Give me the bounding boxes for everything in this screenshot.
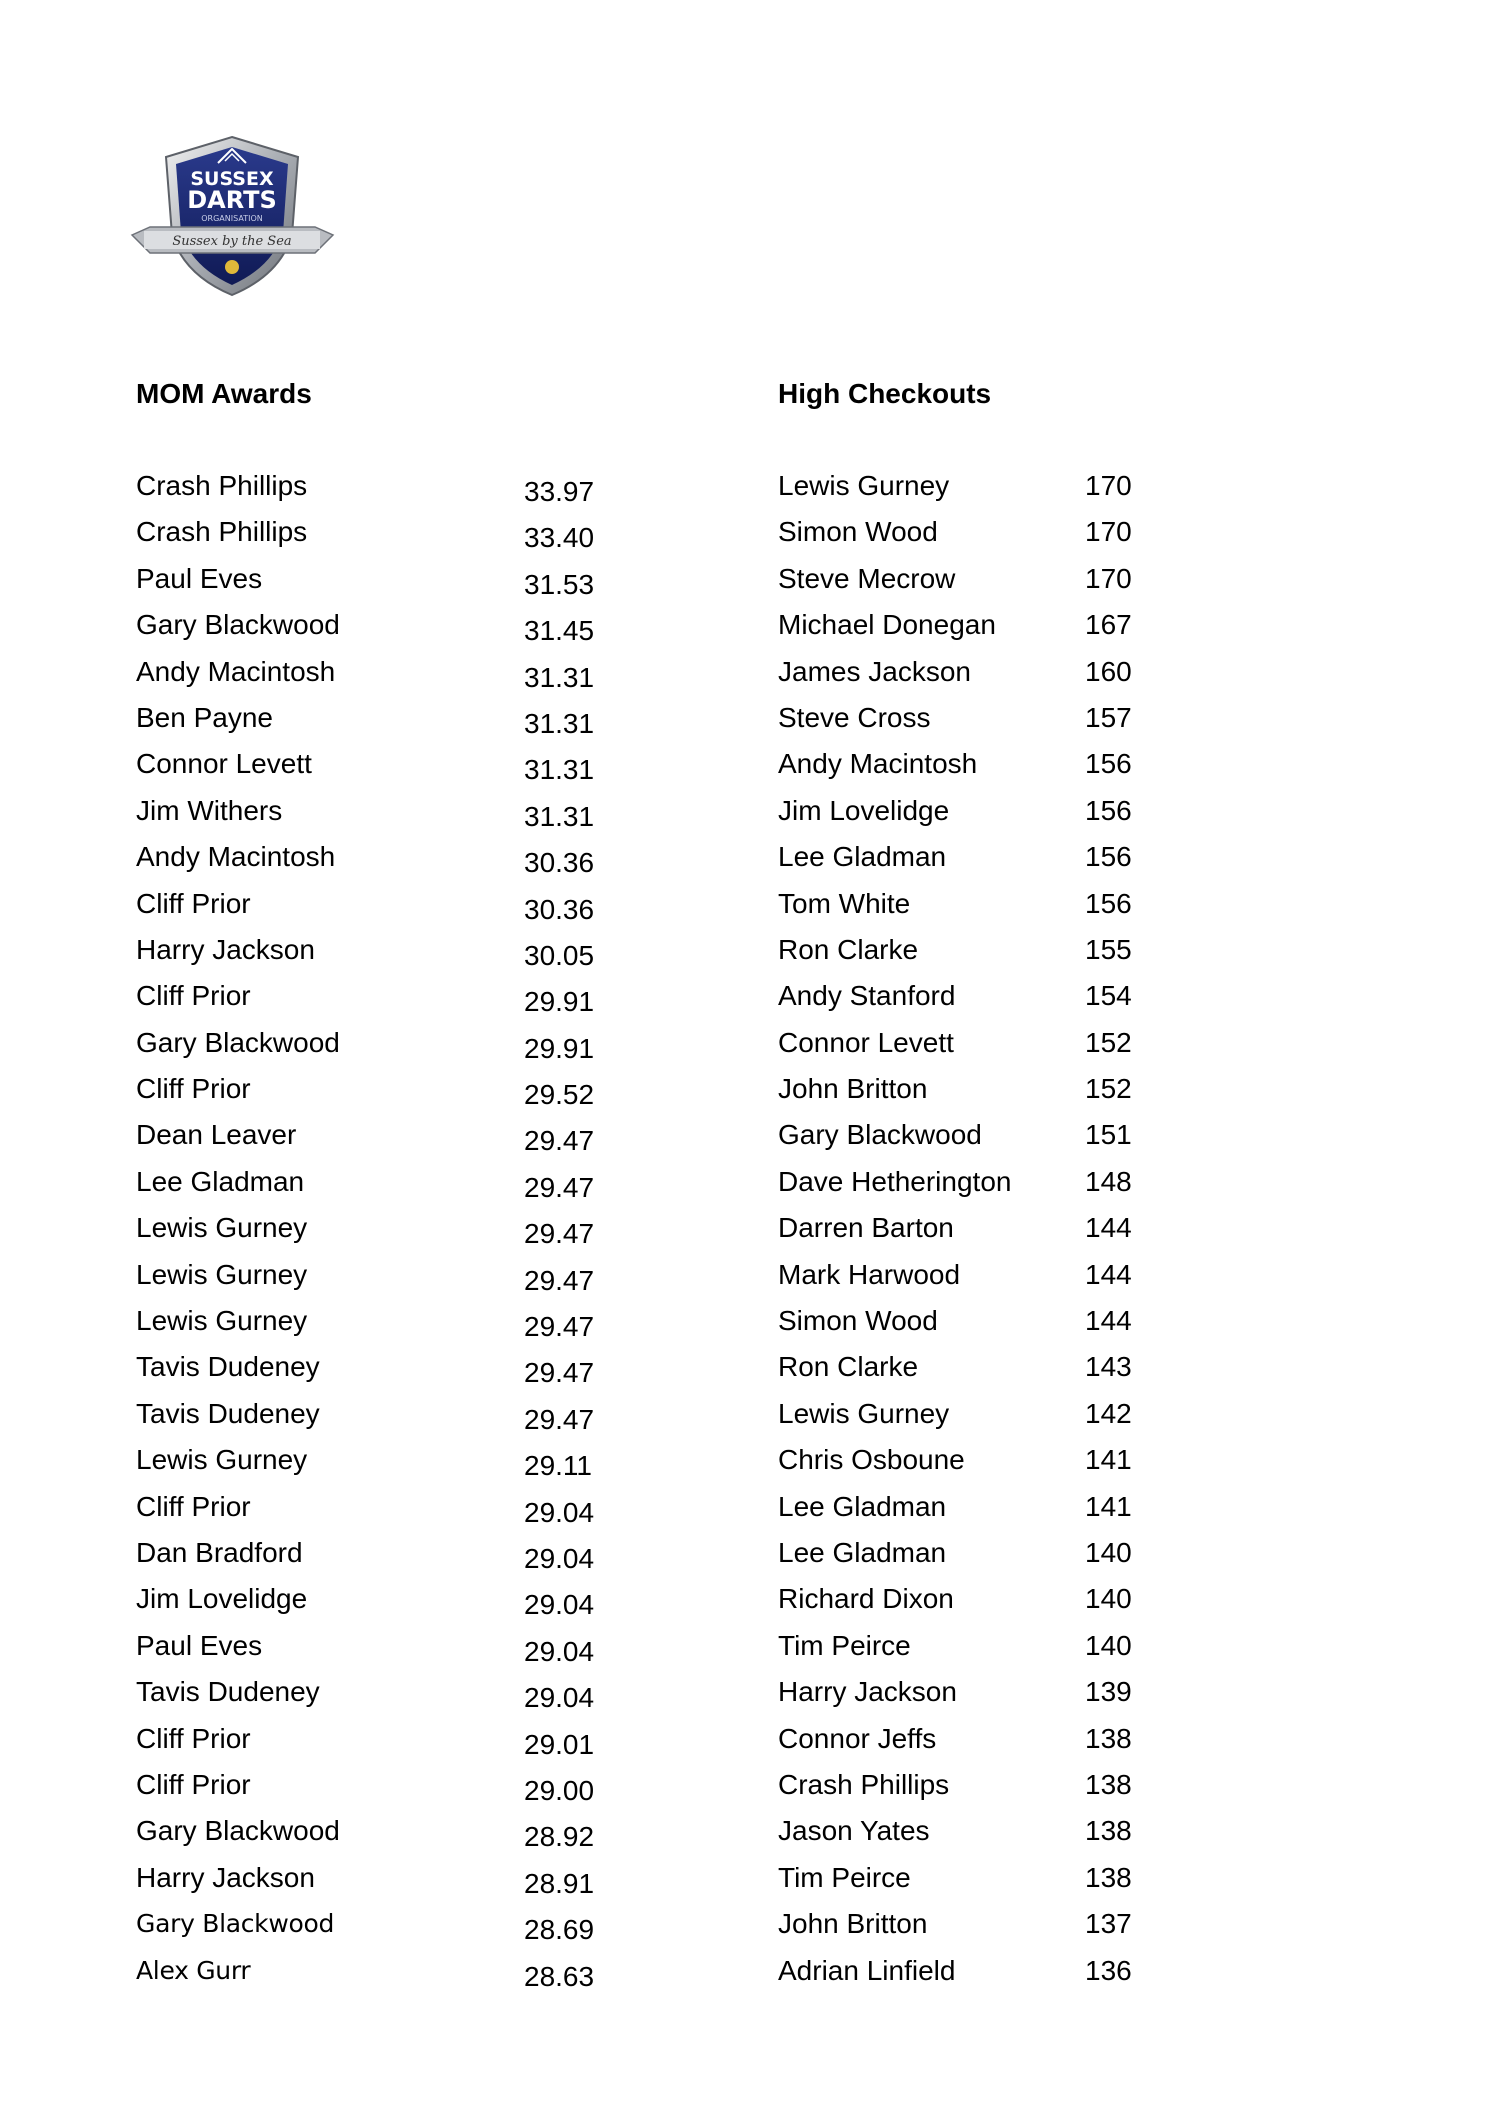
player-name: Lewis Gurney (136, 1305, 308, 1337)
list-item (136, 1674, 616, 1720)
score-value: 29.04 (524, 1682, 595, 1714)
score-value: 29.47 (524, 1171, 595, 1203)
player-name: Andy Macintosh (778, 748, 978, 780)
player-name: Richard Dixon (778, 1583, 954, 1615)
list-item (778, 1164, 1178, 1210)
score-value: 29.01 (524, 1728, 595, 1760)
score-value: 28.69 (524, 1914, 595, 1946)
player-name: Lee Gladman (778, 1490, 947, 1522)
list-item (136, 1953, 616, 1999)
list-item (136, 1721, 616, 1767)
score-value: 29.47 (524, 1357, 595, 1389)
score-value: 31.45 (524, 615, 595, 647)
player-name: Andy Stanford (778, 980, 956, 1012)
score-value: 28.63 (524, 1960, 595, 1992)
list-item (136, 1813, 616, 1859)
list-item (778, 1581, 1178, 1627)
list-item (778, 1257, 1178, 1303)
player-name: Crash Phillips (136, 470, 308, 501)
logo-line-sussex: SUSSEX (190, 168, 274, 190)
score-value: 141 (1085, 1444, 1132, 1476)
player-name: Tim Peirce (778, 1861, 911, 1893)
list-item (778, 1674, 1178, 1720)
score-value: 28.91 (524, 1867, 595, 1899)
mom-awards-heading: MOM Awards (136, 378, 312, 409)
player-name: Lee Gladman (778, 841, 947, 873)
logo-banner-text: Sussex by the Sea (172, 234, 292, 249)
player-name: Jim Lovelidge (778, 794, 950, 826)
player-name: Lee Gladman (778, 1536, 947, 1568)
score-value: 29.47 (524, 1311, 595, 1343)
player-name: Connor Jeffs (778, 1722, 937, 1754)
score-value: 142 (1085, 1397, 1132, 1429)
player-name: Harry Jackson (778, 1676, 957, 1708)
score-value: 140 (1085, 1536, 1132, 1568)
list-item (778, 1860, 1178, 1906)
score-value: 170 (1085, 516, 1132, 548)
list-item (136, 1860, 616, 1906)
player-name: Simon Wood (778, 1305, 938, 1337)
score-value: 29.91 (524, 1032, 595, 1064)
list-item (778, 1442, 1178, 1488)
score-value: 156 (1085, 841, 1132, 873)
score-value: 152 (1085, 1026, 1132, 1058)
player-name: Ron Clarke (778, 1351, 919, 1383)
player-name: Dean Leaver (136, 1119, 297, 1151)
player-name: John Britton (778, 1908, 928, 1940)
list-item (778, 1303, 1178, 1349)
score-value: 170 (1085, 470, 1132, 501)
list-item (778, 1628, 1178, 1674)
score-value: 138 (1085, 1861, 1132, 1893)
shield-logo-icon (130, 135, 335, 300)
player-name: Cliff Prior (136, 1490, 251, 1522)
player-name: Cliff Prior (136, 1722, 251, 1754)
list-item (136, 1071, 616, 1117)
player-name: Cliff Prior (136, 980, 251, 1012)
player-name: Tavis Dudeney (136, 1397, 320, 1429)
score-value: 170 (1085, 562, 1132, 594)
score-value: 155 (1085, 933, 1132, 965)
score-value: 29.00 (524, 1774, 595, 1806)
player-name: Cliff Prior (136, 1073, 251, 1105)
list-item (778, 886, 1178, 932)
list-item (136, 1442, 616, 1488)
score-value: 29.04 (524, 1496, 595, 1528)
score-value: 29.47 (524, 1403, 595, 1435)
list-item (136, 468, 616, 514)
player-name: Darren Barton (778, 1212, 954, 1244)
list-item (778, 1906, 1178, 1952)
list-item (778, 1489, 1178, 1535)
list-item (778, 978, 1178, 1024)
score-value: 156 (1085, 887, 1132, 919)
player-name: Michael Donegan (778, 609, 996, 641)
player-name: Alex Gurr (136, 1955, 251, 1985)
list-item (136, 932, 616, 978)
player-name: Ron Clarke (778, 933, 919, 965)
player-name: Jim Lovelidge (136, 1583, 308, 1615)
score-value: 141 (1085, 1490, 1132, 1522)
score-value: 138 (1085, 1768, 1132, 1800)
logo-line-darts: DARTS (187, 186, 277, 214)
list-item (136, 561, 616, 607)
player-name: Tavis Dudeney (136, 1676, 320, 1708)
score-value: 138 (1085, 1722, 1132, 1754)
list-item (778, 1953, 1178, 1999)
score-value: 33.97 (524, 476, 595, 507)
player-name: Dave Hetherington (778, 1165, 1012, 1197)
player-name: Chris Osboune (778, 1444, 965, 1476)
player-name: Ben Payne (136, 701, 273, 733)
logo-line-organisation: ORGANISATION (201, 214, 263, 223)
score-value: 31.31 (524, 661, 595, 693)
list-item (136, 1164, 616, 1210)
score-value: 144 (1085, 1305, 1132, 1337)
player-name: Gary Blackwood (136, 1026, 340, 1058)
score-value: 29.04 (524, 1589, 595, 1621)
player-name: Steve Cross (778, 701, 931, 733)
list-item (136, 514, 616, 560)
score-value: 29.04 (524, 1542, 595, 1574)
list-item (778, 1813, 1178, 1859)
score-value: 136 (1085, 1954, 1132, 1986)
list-item (778, 1349, 1178, 1395)
score-value: 156 (1085, 794, 1132, 826)
list-item (136, 1303, 616, 1349)
mom-awards-list (136, 468, 616, 1999)
list-item (136, 1025, 616, 1071)
list-item (136, 839, 616, 885)
player-name: John Britton (778, 1073, 928, 1105)
player-name: Tavis Dudeney (136, 1351, 320, 1383)
list-item (136, 978, 616, 1024)
list-item (136, 1628, 616, 1674)
list-item (778, 514, 1178, 560)
player-name: Gary Blackwood (778, 1119, 982, 1151)
high-checkouts-heading: High Checkouts (778, 378, 992, 409)
list-item (778, 746, 1178, 792)
score-value: 160 (1085, 655, 1132, 687)
list-item (136, 1210, 616, 1256)
list-item (778, 1025, 1178, 1071)
list-item (136, 1257, 616, 1303)
player-name: Lee Gladman (136, 1165, 305, 1197)
player-name: Connor Levett (778, 1026, 954, 1058)
player-name: Steve Mecrow (778, 562, 956, 594)
player-name: Crash Phillips (136, 516, 308, 548)
score-value: 140 (1085, 1583, 1132, 1615)
player-name: Tim Peirce (778, 1629, 911, 1661)
player-name: Gary Blackwood (136, 1909, 335, 1939)
score-value: 29.91 (524, 986, 595, 1018)
score-value: 31.31 (524, 800, 595, 832)
list-item (136, 654, 616, 700)
list-item (136, 1489, 616, 1535)
list-item (136, 886, 616, 932)
score-value: 144 (1085, 1258, 1132, 1290)
score-value: 28.92 (524, 1821, 595, 1853)
score-value: 30.36 (524, 893, 595, 925)
list-item (778, 1721, 1178, 1767)
player-name: Lewis Gurney (778, 470, 950, 501)
list-item (136, 1535, 616, 1581)
player-name: Dan Bradford (136, 1536, 303, 1568)
list-item (778, 654, 1178, 700)
score-value: 138 (1085, 1815, 1132, 1847)
list-item (778, 607, 1178, 653)
list-item (136, 1767, 616, 1813)
score-value: 29.47 (524, 1218, 595, 1250)
score-value: 139 (1085, 1676, 1132, 1708)
list-item (136, 1906, 616, 1952)
player-name: Gary Blackwood (136, 1815, 340, 1847)
player-name: Harry Jackson (136, 933, 315, 965)
player-name: Cliff Prior (136, 1768, 251, 1800)
score-value: 154 (1085, 980, 1132, 1012)
list-item (778, 1117, 1178, 1163)
list-item (136, 1117, 616, 1163)
player-name: Andy Macintosh (136, 841, 336, 873)
score-value: 157 (1085, 701, 1132, 733)
list-item (136, 793, 616, 839)
list-item (778, 1396, 1178, 1442)
list-item (778, 839, 1178, 885)
list-item (778, 932, 1178, 978)
player-name: Gary Blackwood (136, 609, 340, 641)
player-name: Jason Yates (778, 1815, 930, 1847)
score-value: 29.47 (524, 1125, 595, 1157)
player-name: Lewis Gurney (778, 1397, 950, 1429)
list-item (778, 700, 1178, 746)
score-value: 156 (1085, 748, 1132, 780)
list-item (136, 700, 616, 746)
list-item (778, 793, 1178, 839)
player-name: Cliff Prior (136, 887, 251, 919)
high-checkouts-list (778, 468, 1178, 1999)
player-name: Harry Jackson (136, 1861, 315, 1893)
score-value: 148 (1085, 1165, 1132, 1197)
score-value: 167 (1085, 609, 1132, 641)
player-name: Adrian Linfield (778, 1954, 956, 1986)
list-item (778, 1210, 1178, 1256)
list-item (778, 561, 1178, 607)
list-item (136, 1396, 616, 1442)
score-value: 29.47 (524, 1264, 595, 1296)
score-value: 29.11 (524, 1450, 592, 1482)
sussex-darts-logo (130, 135, 335, 300)
list-item (136, 1349, 616, 1395)
player-name: Connor Levett (136, 748, 312, 780)
list-item (778, 468, 1178, 514)
score-value: 31.31 (524, 707, 595, 739)
list-item (778, 1535, 1178, 1581)
list-item (778, 1071, 1178, 1117)
list-item (136, 607, 616, 653)
score-value: 31.31 (524, 754, 595, 786)
player-name: Lewis Gurney (136, 1212, 308, 1244)
score-value: 140 (1085, 1629, 1132, 1661)
score-value: 137 (1085, 1908, 1132, 1940)
player-name: Andy Macintosh (136, 655, 336, 687)
score-value: 30.36 (524, 847, 595, 879)
player-name: Tom White (778, 887, 911, 919)
player-name: Lewis Gurney (136, 1444, 308, 1476)
score-value: 30.05 (524, 939, 595, 971)
score-value: 33.40 (524, 522, 595, 554)
score-value: 144 (1085, 1212, 1132, 1244)
player-name: Mark Harwood (778, 1258, 961, 1290)
score-value: 143 (1085, 1351, 1132, 1383)
score-value: 31.53 (524, 568, 595, 600)
player-name: Lewis Gurney (136, 1258, 308, 1290)
list-item (136, 746, 616, 792)
player-name: James Jackson (778, 655, 971, 687)
score-value: 151 (1085, 1119, 1132, 1151)
list-item (778, 1767, 1178, 1813)
player-name: Paul Eves (136, 1629, 263, 1661)
score-value: 152 (1085, 1073, 1132, 1105)
player-name: Paul Eves (136, 562, 263, 594)
player-name: Simon Wood (778, 516, 938, 548)
score-value: 29.04 (524, 1635, 595, 1667)
score-value: 29.52 (524, 1079, 595, 1111)
player-name: Jim Withers (136, 794, 283, 826)
player-name: Crash Phillips (778, 1768, 950, 1800)
list-item (136, 1581, 616, 1627)
